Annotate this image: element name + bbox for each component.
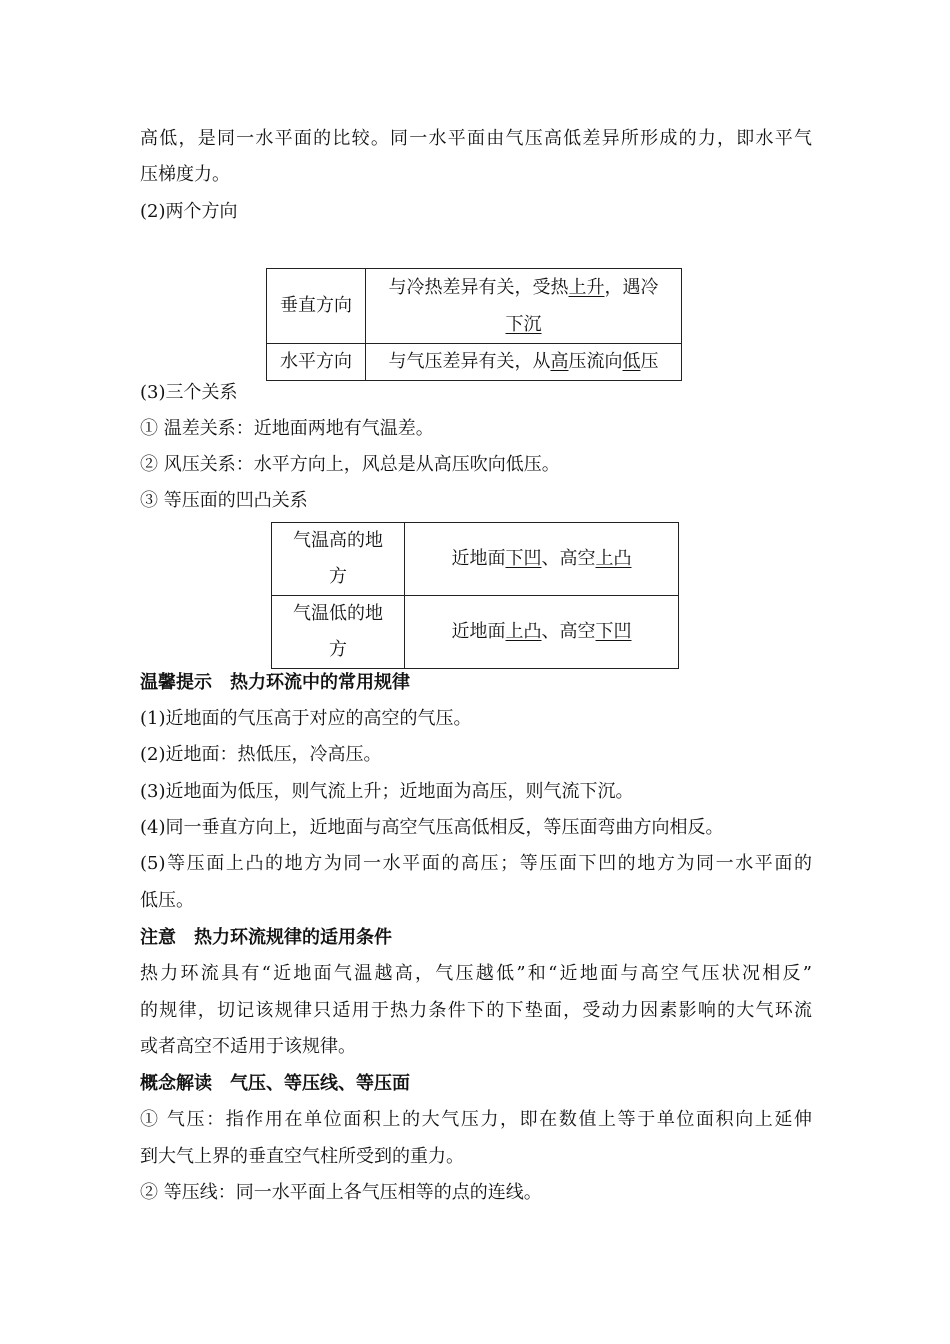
desc-text: 压	[640, 351, 659, 372]
concept-item-2: ② 等压线：同一水平面上各气压相等的点的连线。	[140, 1182, 542, 1203]
desc-text: 与冷热差异有关，受热	[388, 277, 569, 298]
answer-text: 低	[622, 351, 641, 372]
tip-item: (2)近地面：热低压，冷高压。	[140, 744, 382, 765]
desc-text: 压流向	[568, 351, 623, 372]
concept-item-1: ① 气压：指作用在单位面积上的大气压力，即在数值上等于单位面积向上延伸	[140, 1109, 812, 1130]
label-text: 气温低的地	[293, 603, 383, 624]
concept-item-1-cont: 到大气上界的垂直空气柱所受到的重力。	[140, 1146, 464, 1167]
table-row	[272, 523, 679, 596]
answer-text: 高	[550, 351, 569, 372]
area-label	[272, 596, 405, 669]
answer-text: 下沉	[505, 314, 542, 335]
isobaric-table	[271, 522, 679, 669]
tip-item: (4)同一垂直方向上，近地面与高空气压高低相反，等压面弯曲方向相反。	[140, 817, 724, 838]
note-line-3: 或者高空不适用于该规律。	[140, 1036, 356, 1057]
note-line-2: 的规律，切记该规律只适用于热力条件下的下垫面，受动力因素影响的大气环流	[140, 1000, 812, 1021]
tip-item: (3)近地面为低压，则气流上升；近地面为高压，则气流下沉。	[140, 781, 634, 802]
direction-label: 垂直方向	[267, 269, 366, 344]
desc-text: 与气压差异有关，从	[388, 351, 551, 372]
note-title	[140, 927, 392, 949]
tip-item-cont: 低压。	[140, 890, 194, 911]
intro-line-2: 压梯度力。	[140, 164, 230, 185]
desc-text: ，遇冷	[604, 277, 659, 298]
concept-title	[140, 1073, 410, 1095]
answer-text: 上升	[568, 277, 605, 298]
tips-title	[140, 672, 410, 694]
tips-title-b: 热力环流中的常用规律	[230, 672, 410, 693]
three-relations-heading: (3)三个关系	[140, 382, 238, 403]
intro-line-1: 高低，是同一水平面的比较。同一水平面由气压高低差异所形成的力，即水平气	[140, 128, 812, 149]
relation-item: ② 风压关系：水平方向上，风总是从高压吹向低压。	[140, 454, 560, 475]
answer-text: 上凸	[505, 621, 542, 642]
answer-text: 上凸	[595, 548, 632, 569]
concept-title-a: 概念解读	[140, 1073, 212, 1094]
direction-desc	[366, 344, 682, 381]
two-directions-heading: (2)两个方向	[140, 201, 238, 222]
tip-item: (1)近地面的气压高于对应的高空的气压。	[140, 708, 472, 729]
label-text: 方	[329, 566, 347, 587]
relation-item: ① 温差关系：近地面两地有气温差。	[140, 418, 434, 439]
direction-desc	[366, 269, 682, 344]
desc-text: 、高空	[541, 548, 596, 569]
surface-shape	[405, 596, 679, 669]
direction-label: 水平方向	[267, 344, 366, 381]
note-title-a: 注意	[140, 927, 176, 948]
table-row	[267, 269, 682, 344]
answer-text: 下凹	[505, 548, 542, 569]
note-line-1: 热力环流具有“近地面气温越高，气压越低”和“近地面与高空气压状况相反”	[140, 963, 812, 984]
area-label	[272, 523, 405, 596]
surface-shape	[405, 523, 679, 596]
desc-text: 、高空	[541, 621, 596, 642]
tips-title-a: 温馨提示	[140, 672, 212, 693]
desc-text: 近地面	[451, 621, 506, 642]
answer-text: 下凹	[595, 621, 632, 642]
directions-table	[266, 268, 682, 381]
desc-text: 近地面	[451, 548, 506, 569]
table-row	[272, 596, 679, 669]
label-text: 气温高的地	[293, 530, 383, 551]
label-text: 方	[329, 639, 347, 660]
tip-item: (5)等压面上凸的地方为同一水平面的高压；等压面下凹的地方为同一水平面的	[140, 853, 812, 874]
concept-title-b: 气压、等压线、等压面	[230, 1073, 410, 1094]
table-row	[267, 344, 682, 381]
note-title-b: 热力环流规律的适用条件	[194, 927, 392, 948]
relation-item: ③ 等压面的凹凸关系	[140, 490, 308, 511]
